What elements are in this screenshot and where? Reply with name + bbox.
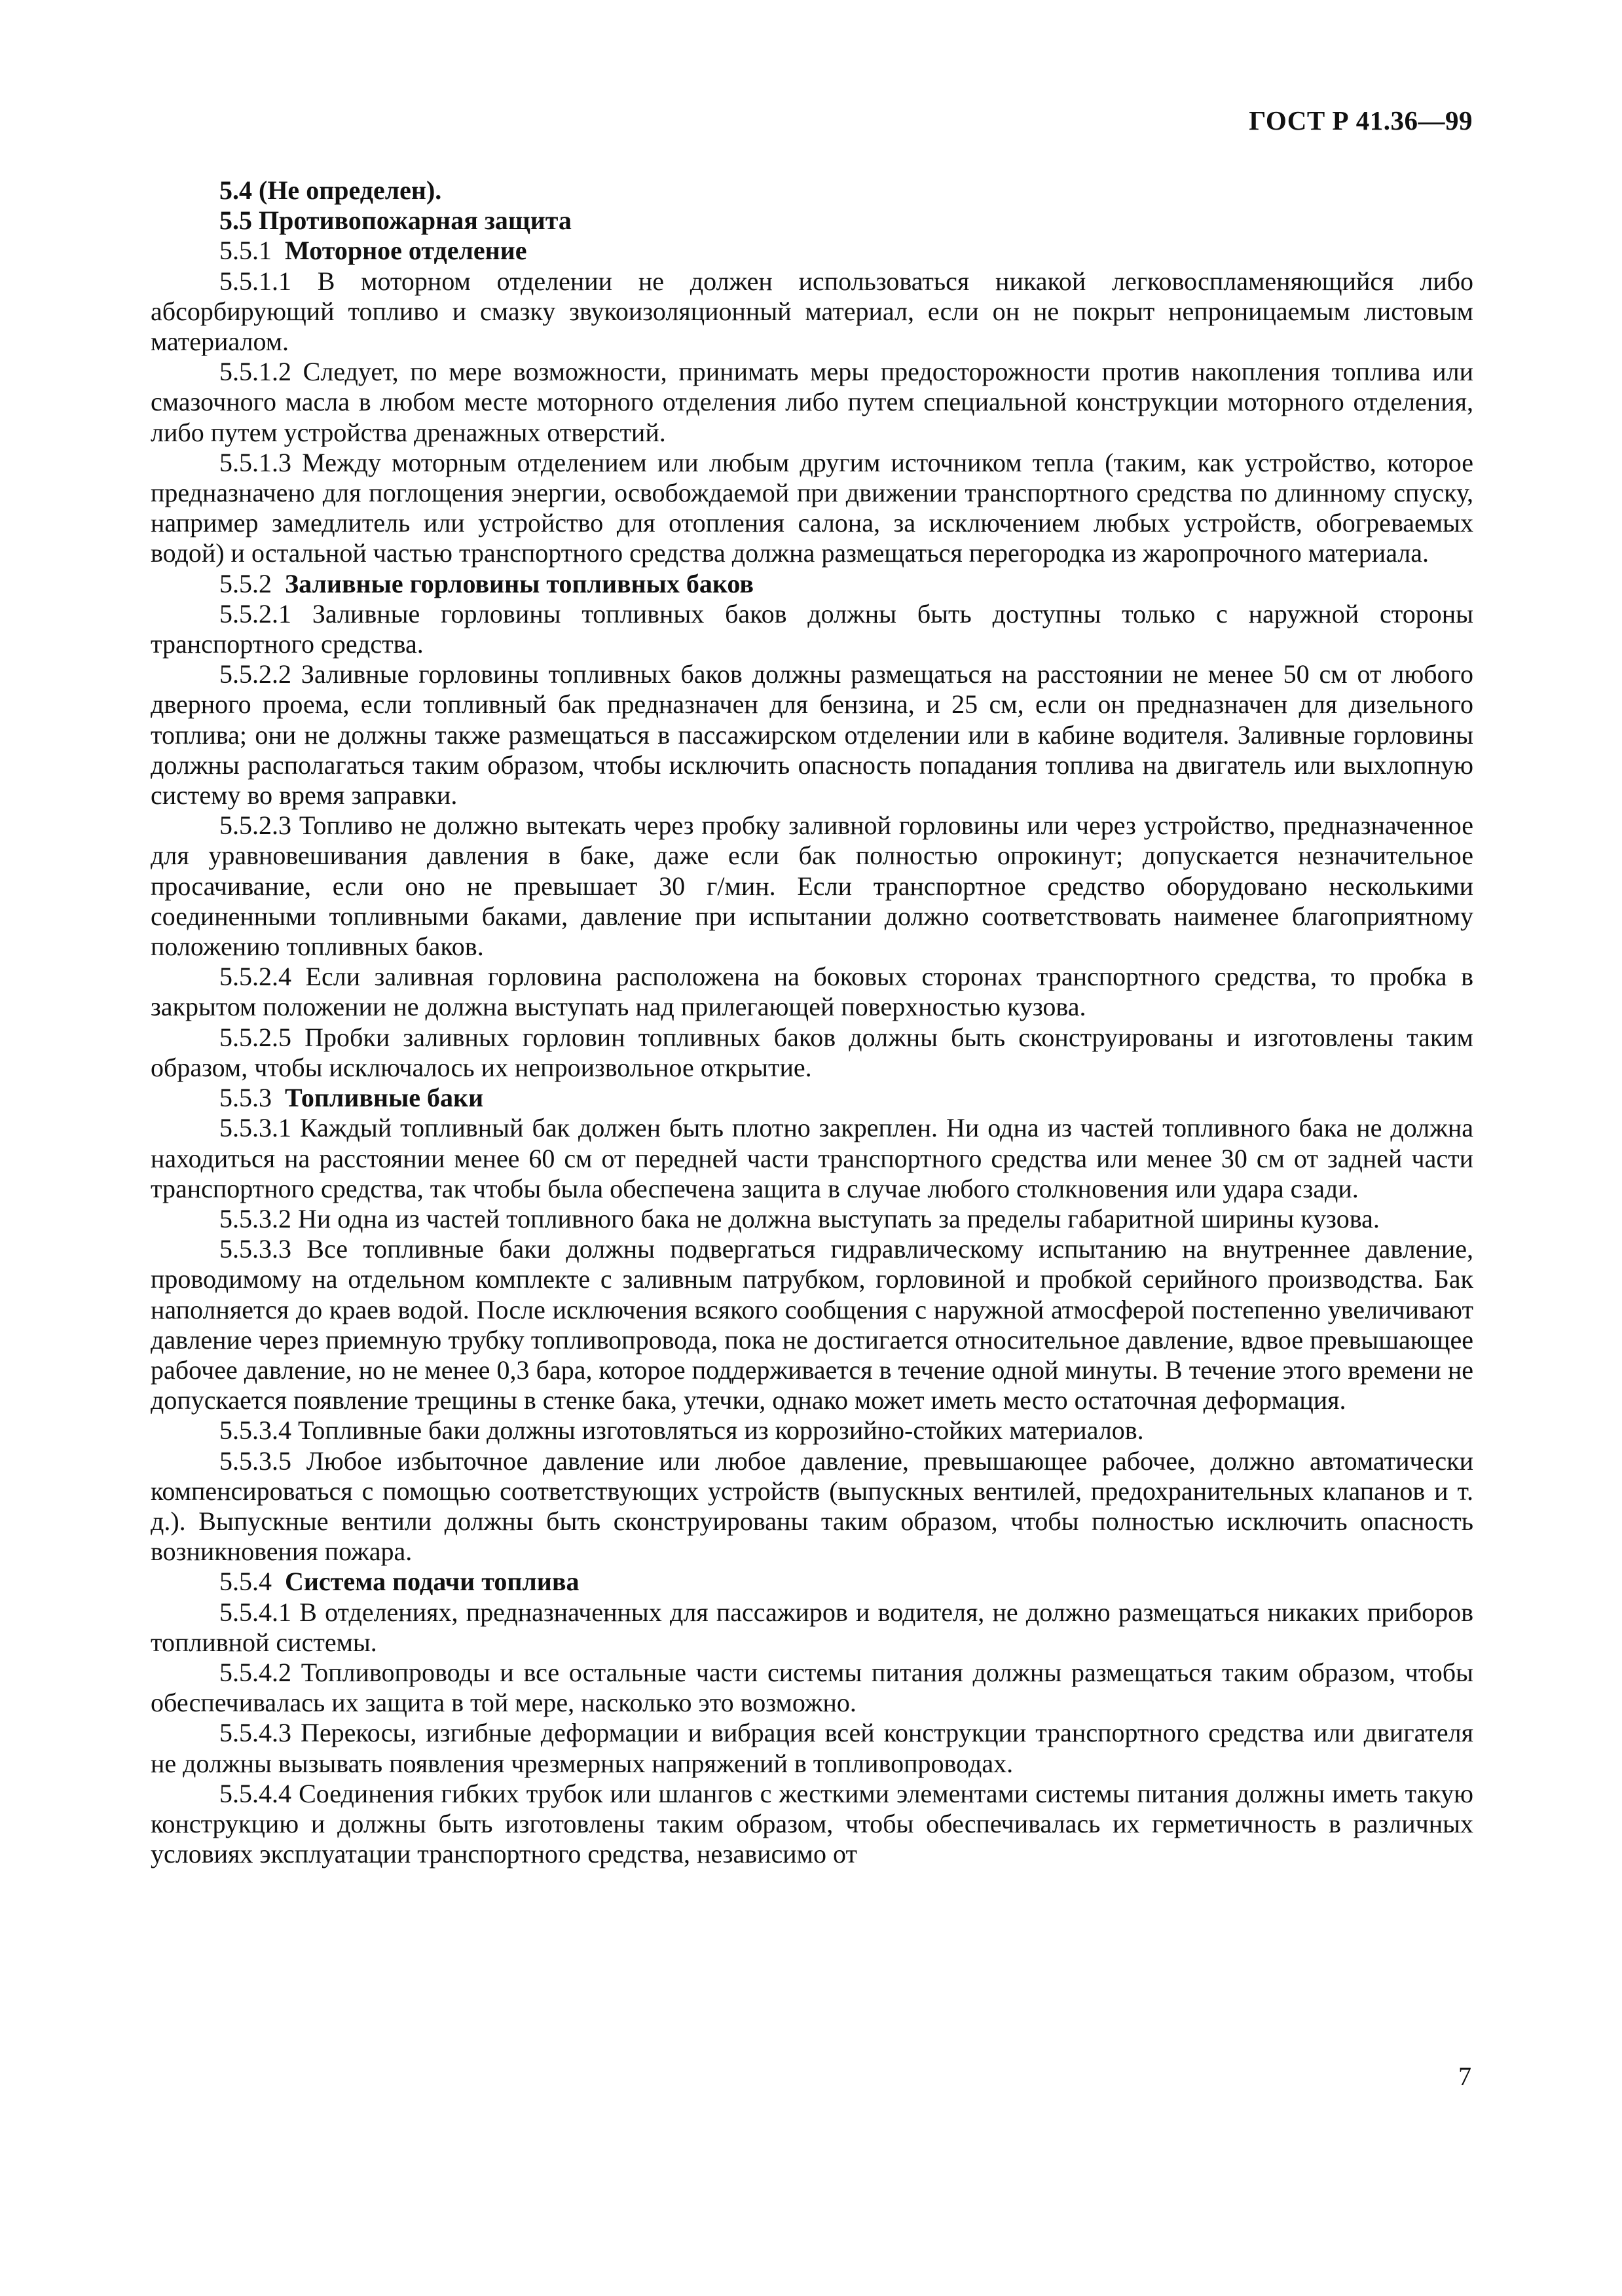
paragraph-5-5-2-5: 5.5.2.5 Пробки заливных горловин топливных баков должны быть сконструированы и изготовлены таким образом, чтобы исключалось их непроизвольное открытие.	[151, 1022, 1473, 1082]
paragraph-5-5-3-3: 5.5.3.3 Все топливные баки должны подвергаться гидравлическому испытанию на внутреннее давление, проводимому на отдельном комплекте с заливным патрубком, горловиной и пробкой серийного производства. Бак наполняется до краев водой. После исключения всякого сообщения с наружной атмосферой постепенно увеличивают давление через приемную трубку топливопровода, пока не достигается относительное давление, вдвое превышающее рабочее давление, но не менее 0,3 бара, которое поддерживается в течение одной минуты. В течение этого времени не допускается появление трещины в стенке бака, утечки, однако может иметь место остаточная деформация.	[151, 1234, 1473, 1415]
paragraph-5-5-4-4: 5.5.4.4 Соединения гибких трубок или шлангов с жесткими элементами системы питания должны иметь такую конструкцию и должны быть изготовлены таким образом, чтобы обеспечивалась их герметичность в различных условиях эксплуатации транспортного средства, независимо от	[151, 1778, 1473, 1869]
section-title: Заливные горловины топливных баков	[285, 568, 754, 598]
section-5-4-heading: 5.4 (Не определен).	[219, 175, 442, 205]
document-body	[151, 175, 1473, 1869]
paragraph-5-5-3-1: 5.5.3.1 Каждый топливный бак должен быть плотно закреплен. Ни одна из частей топливного бака не должна находиться на расстоянии менее 60 см от передней части транспортного средства или менее 30 см от задней части транспортного средства, так чтобы была обеспечена защита в случае любого столкновения или удара сзади.	[151, 1113, 1473, 1203]
section-number: 5.5.2	[219, 568, 272, 598]
paragraph-5-5-3-2: 5.5.3.2 Ни одна из частей топливного бака не должна выступать за пределы габаритной ширины кузова.	[219, 1203, 1380, 1233]
section-5-5-3-heading	[151, 1083, 1473, 1113]
paragraph-5-5-2-1: 5.5.2.1 Заливные горловины топливных баков должны быть доступны только с наружной стороны транспортного средства.	[151, 598, 1473, 659]
section-5-5-4-heading	[151, 1567, 1473, 1597]
section-title: Моторное отделение	[285, 236, 527, 266]
section-5-5-1-heading	[151, 236, 1473, 266]
paragraph-5-5-4-2: 5.5.4.2 Топливопроводы и все остальные части системы питания должны размещаться таким образом, чтобы обеспечивалась их защита в той мере, насколько это возможно.	[151, 1657, 1473, 1718]
paragraph-5-5-3-5: 5.5.3.5 Любое избыточное давление или любое давление, превышающее рабочее, должно автоматически компенсироваться с помощью соответствующих устройств (выпускных вентилей, предохранительных клапанов и т. д.). Выпускные вентили должны быть сконструированы таким образом, чтобы полностью исключить опасность возникновения пожара.	[151, 1446, 1473, 1567]
paragraph-5-5-4-1: 5.5.4.1 В отделениях, предназначенных для пассажиров и водителя, не должно размещаться никаких приборов топливной системы.	[151, 1597, 1473, 1657]
paragraph-5-5-2-4: 5.5.2.4 Если заливная горловина расположена на боковых сторонах транспортного средства, то пробка в закрытом положении не должна выступать над прилегающей поверхностью кузова.	[151, 962, 1473, 1022]
paragraph-5-5-2-3: 5.5.2.3 Топливо не должно вытекать через пробку заливной горловины или через устройство, предназначенное для уравновешивания давления в баке, даже если бак полностью опрокинут; допускается незначительное просачивание, если оно не превышает 30 г/мин. Если транспортное средство оборудовано несколькими соединенными топливными баками, давление при испытании должно соответствовать наименее благоприятному положению топливных баков.	[151, 811, 1473, 962]
section-5-5-heading: 5.5 Противопожарная защита	[219, 206, 572, 236]
paragraph-5-5-4-3: 5.5.4.3 Перекосы, изгибные деформации и вибрация всей конструкции транспортного средства или двигателя не должны вызывать появления чрезмерных напряжений в топливопроводах.	[151, 1718, 1473, 1778]
section-title: Система подачи топлива	[285, 1567, 580, 1597]
section-5-5-2-heading	[151, 569, 1473, 599]
section-title: Топливные баки	[285, 1083, 484, 1113]
paragraph-5-5-1-3: 5.5.1.3 Между моторным отделением или любым другим источником тепла (таким, как устройство, которое предназначено для поглощения энергии, освобождаемой при движении транспортного средства по длинному спуску, например замедлитель или устройство для отопления салона, за исключением любых устройств, обогреваемых водой) и остальной частью транспортного средства должна размещаться перегородка из жаропрочного материала.	[151, 447, 1473, 568]
section-number: 5.5.3	[219, 1083, 272, 1113]
paragraph-5-5-2-2: 5.5.2.2 Заливные горловины топливных баков должны размещаться на расстоянии не менее 50 см от любого дверного проема, если топливный бак предназначен для бензина, и 25 см, если он предназначен для дизельного топлива; они не должны также размещаться в пассажирском отделении или в кабине водителя. Заливные горловины должны располагаться таким образом, чтобы исключить опасность попадания топлива на двигатель или выхлопную систему во время заправки.	[151, 659, 1473, 811]
document-code: ГОСТ Р 41.36—99	[1249, 105, 1473, 136]
section-number: 5.5.1	[219, 236, 272, 266]
paragraph-5-5-1-1: 5.5.1.1 В моторном отделении не должен использоваться никакой легковоспламеняющийся либо абсорбирующий топливо и смазку звукоизоляционный материал, если он не покрыт непроницаемым листовым материалом.	[151, 266, 1473, 357]
section-number: 5.5.4	[219, 1567, 272, 1597]
paragraph-5-5-1-2: 5.5.1.2 Следует, по мере возможности, принимать меры предосторожности против накопления топлива или смазочного масла в любом месте моторного отделения либо путем специальной конструкции моторного отделения, либо путем устройства дренажных отверстий.	[151, 357, 1473, 447]
paragraph-5-5-3-4: 5.5.3.4 Топливные баки должны изготовляться из коррозийно-стойких материалов.	[219, 1415, 1144, 1446]
page-number: 7	[1458, 2062, 1471, 2091]
